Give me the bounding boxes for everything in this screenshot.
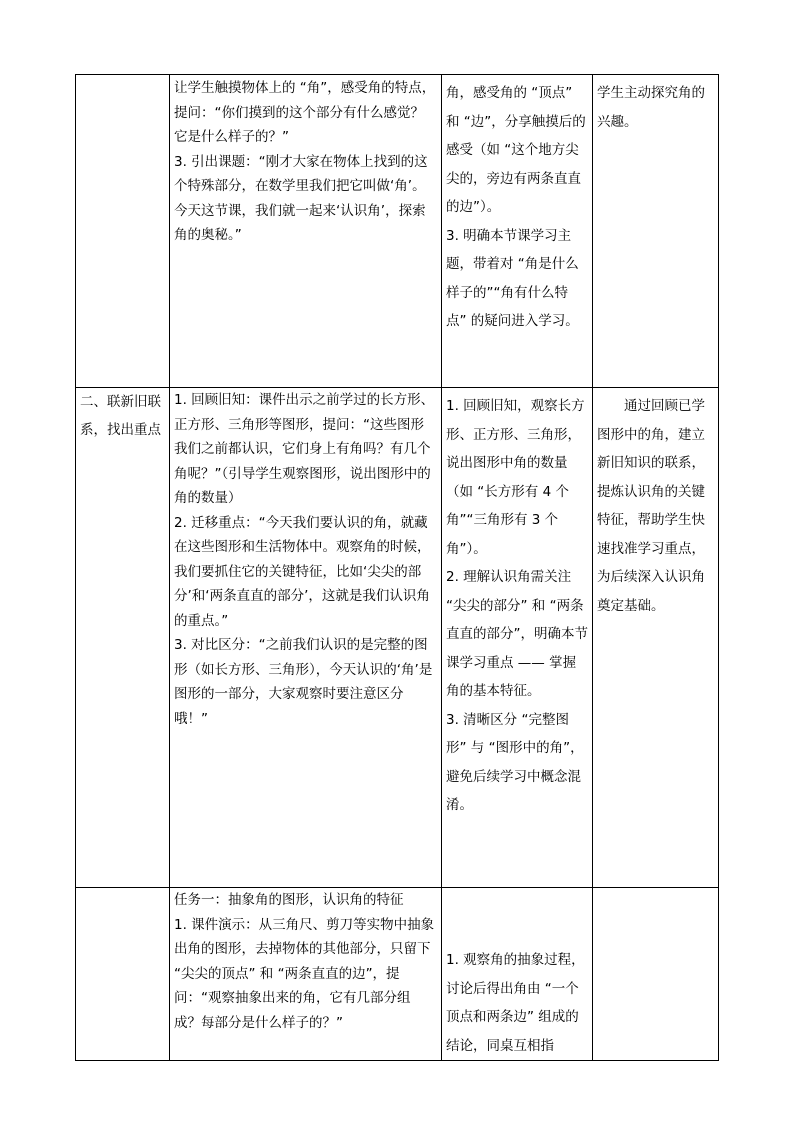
student-activity-cell bbox=[442, 75, 593, 388]
teacher-activity-cell bbox=[170, 888, 442, 1061]
design-intent-cell bbox=[593, 888, 719, 1061]
teacher-paragraph: 3. 引出课题：“刚才大家在物体上找到的这个特殊部分，在数学里我们把它叫做‘角’。今天这节课，我们就一起来‘认识角’，探索角的奥秘。” bbox=[174, 153, 428, 243]
teacher-paragraph: 2. 迁移重点：“今天我们要认识的角，就藏在这些图形和生活物体中。观察角的时候，我们要抓住它的关键特征，比如‘尖尖的部分’和‘两条直直的部分’，这就是我们认识角的重点。” bbox=[174, 514, 431, 629]
intent-paragraph: 学生主动探究角的兴趣。 bbox=[597, 85, 705, 130]
student-paragraph: 角，感受角的 “顶点” 和 “边”，分享触摸后的感受（如 “这个地方尖尖的，旁边有两条直直的边”）。 bbox=[446, 85, 586, 215]
teacher-paragraph: 让学生触摸物体上的 “角”，感受角的特点，提问：“你们摸到的这个部分有什么感觉？它是什么样子的？” bbox=[174, 80, 436, 145]
teacher-paragraph: 1. 课件演示：从三角尺、剪刀等实物中抽象出角的图形，去掉物体的其他部分，只留下 “尖尖的顶点” 和 “两条直直的边”，提问：“观察抽象出来的角，它有几部分组成？每部分是什么样子的？” bbox=[174, 916, 435, 1031]
lesson-plan-table bbox=[75, 74, 719, 1061]
student-activity-cell bbox=[442, 888, 593, 1061]
design-intent-cell bbox=[593, 75, 719, 388]
teacher-paragraph: 1. 回顾旧知：课件出示之前学过的长方形、正方形、三角形等图形，提问：“这些图形我们之前都认识，它们身上有角吗？有几个角呢？”（引导学生观察图形，说出图形中的角的数量） bbox=[174, 392, 435, 506]
design-intent-cell bbox=[593, 388, 719, 888]
teacher-activity-cell bbox=[170, 75, 442, 388]
table-row bbox=[76, 388, 719, 888]
student-paragraph: 3. 清晰区分 “完整图形” 与 “图形中的角”，避免后续学习中概念混淆。 bbox=[446, 711, 584, 813]
task-heading: 任务一：抽象角的图形，认识角的特征 bbox=[174, 892, 404, 908]
stage-cell bbox=[76, 75, 170, 388]
stage-label: 二、联新旧联系，找出重点 bbox=[80, 394, 161, 438]
intent-paragraph: 通过回顾已学图形中的角，建立新旧知识的联系，提炼认识角的关键特征，帮助学生快速找准学习重点，为后续深入认识角奠定基础。 bbox=[597, 398, 705, 614]
student-paragraph: 1. 回顾旧知，观察长方形、正方形、三角形，说出图形中角的数量（如 “长方形有 4 个角”“三角形有 3 个角”）。 bbox=[446, 398, 585, 557]
stage-cell bbox=[76, 388, 170, 888]
teacher-paragraph: 3. 对比区分：“之前我们认识的是完整的图形（如长方形、三角形），今天认识的‘角’是图形的一部分，大家观察时要注意区分哦！” bbox=[174, 637, 433, 727]
student-paragraph: 1. 观察角的抽象过程，讨论后得出角由 “一个顶点和两条边” 组成的结论，同桌互相指 bbox=[446, 952, 585, 1054]
teacher-activity-cell bbox=[170, 388, 442, 888]
student-activity-cell bbox=[442, 388, 593, 888]
table-row bbox=[76, 888, 719, 1061]
table-row bbox=[76, 75, 719, 388]
student-paragraph: 3. 明确本节课学习主题，带着对 “角是什么样子的”“角有什么特点” 的疑问进入学习。 bbox=[446, 227, 579, 329]
student-paragraph: 2. 理解认识角需关注 “尖尖的部分” 和 “两条直直的部分”，明确本节课学习重点 —— 掌握角的基本特征。 bbox=[446, 569, 588, 699]
stage-cell bbox=[76, 888, 170, 1061]
